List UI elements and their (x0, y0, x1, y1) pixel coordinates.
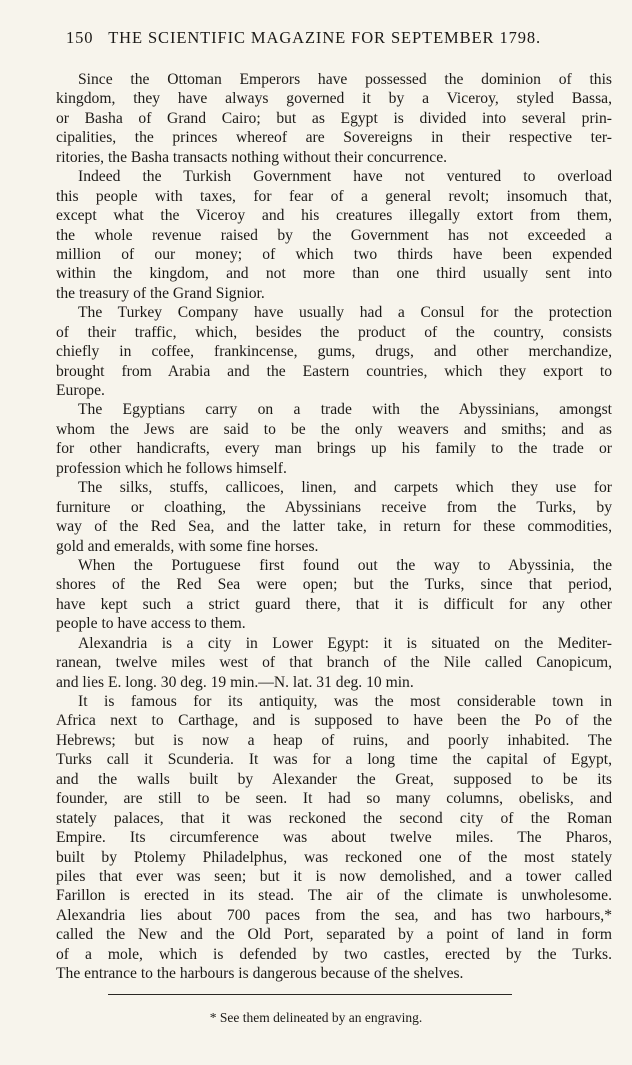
text-line: people to have access to them. (56, 615, 246, 633)
text-line: have kept such a strict guard there, that it is difficult for any other (56, 595, 612, 613)
running-header (66, 28, 606, 48)
footnote-rule (108, 994, 512, 995)
text-line: It is famous for its antiquity, was the most considerable town in (78, 693, 612, 710)
text-line: Hebrews; but is now a heap of ruins, and poorly inhabited. The (56, 731, 612, 749)
text-line: called the New and the Old Port, separated by a point of land in form (56, 926, 612, 944)
body-text (56, 70, 612, 984)
text-line: Empire. Its circumference was about twelve miles. The Pharos, (56, 829, 612, 847)
text-line: gold and emeralds, with some fine horses. (56, 537, 319, 555)
text-line: the treasury of the Grand Signior. (56, 284, 265, 302)
text-line: Since the Ottoman Emperors have possessed the dominion of this (78, 71, 612, 88)
text-line: profession which he follows himself. (56, 459, 287, 477)
text-line: this people with taxes, for fear of a general revolt; insomuch that, (56, 187, 612, 205)
text-line: or Basha of Grand Cairo; but as Egypt is divided into several prin- (56, 109, 612, 127)
text-line: brought from Arabia and the Eastern countries, which they export to (56, 362, 612, 380)
text-line: Indeed the Turkish Government have not ventured to overload (78, 168, 612, 186)
text-line: Turks call it Scunderia. It was for a long time the capital of Egypt, (56, 751, 612, 769)
text-line: When the Portuguese first found out the way to Abyssinia, the (78, 556, 612, 574)
text-line: Alexandria is a city in Lower Egypt: it is situated on the Mediter- (78, 634, 612, 652)
text-line: except what the Viceroy and his creatures illegally extort from them, (56, 207, 612, 225)
text-line: furniture or cloathing, the Abyssinians receive from the Turks, by (56, 498, 612, 516)
text-line: of their traffic, which, besides the product of the country, consists (56, 323, 612, 341)
text-line: the whole revenue raised by the Government has not exceeded a (56, 226, 612, 244)
text-line: Europe. (56, 382, 105, 399)
text-line: Farillon is erected in its stead. The air of the climate is unwholesome. (56, 887, 612, 905)
text-line: of a mole, which is defended by two castles, erected by the Turks. (56, 945, 612, 963)
running-title: THE SCIENTIFIC MAGAZINE FOR SEPTEMBER 1798. (108, 28, 542, 47)
text-line: whom the Jews are said to be the only weavers and smiths; and as (56, 420, 612, 438)
text-line: piles that ever was seen; but it is now demolished, and a tower called (56, 867, 612, 885)
text-line: cipalities, the princes whereof are Sovereigns in their respective ter- (56, 129, 612, 147)
text-line: Africa next to Carthage, and is supposed to have been the Po of the (56, 712, 612, 730)
text-line: founder, are still to be seen. It had so many columns, obelisks, and (56, 790, 612, 808)
text-line: ranean, twelve miles west of that branch of the Nile called Canopicum, (56, 654, 612, 672)
text-line: stately palaces, that it was reckoned the second city of the Roman (56, 809, 612, 827)
text-line: ritories, the Basha transacts nothing without their concurrence. (56, 148, 448, 166)
text-line: and the walls built by Alexander the Great, supposed to be its (56, 770, 612, 788)
text-line: The Egyptians carry on a trade with the Abyssinians, amongst (78, 401, 612, 419)
text-line: million of our money; of which two thirds have been expended (56, 245, 612, 263)
text-line: The entrance to the harbours is dangerous because of the shelves. (56, 965, 464, 983)
footnote: * See them delineated by an engraving. (209, 1010, 423, 1025)
text-line: way of the Red Sea, and the latter take, in return for these commodities, (56, 518, 612, 536)
text-line: chiefly in coffee, frankincense, gums, drugs, and other merchandize, (56, 343, 612, 361)
text-line: kingdom, they have always governed it by a Viceroy, styled Bassa, (56, 90, 612, 108)
text-line: Alexandria lies about 700 paces from the sea, and has two harbours,* (56, 906, 612, 924)
text-line: for other handicrafts, every man brings up his family to the trade or (56, 440, 612, 458)
page-number: 150 (66, 28, 94, 47)
text-line: within the kingdom, and not more than one third usually sent into (56, 265, 612, 283)
text-line: The Turkey Company have usually had a Consul for the protection (78, 304, 612, 322)
text-line: shores of the Red Sea were open; but the Turks, since that period, (56, 576, 612, 594)
text-line: The silks, stuffs, callicoes, linen, and carpets which they use for (78, 479, 612, 497)
text-line: and lies E. long. 30 deg. 19 min.—N. lat. 31 deg. 10 min. (56, 673, 414, 691)
text-line: built by Ptolemy Philadelphus, was reckoned one of the most stately (56, 848, 612, 866)
